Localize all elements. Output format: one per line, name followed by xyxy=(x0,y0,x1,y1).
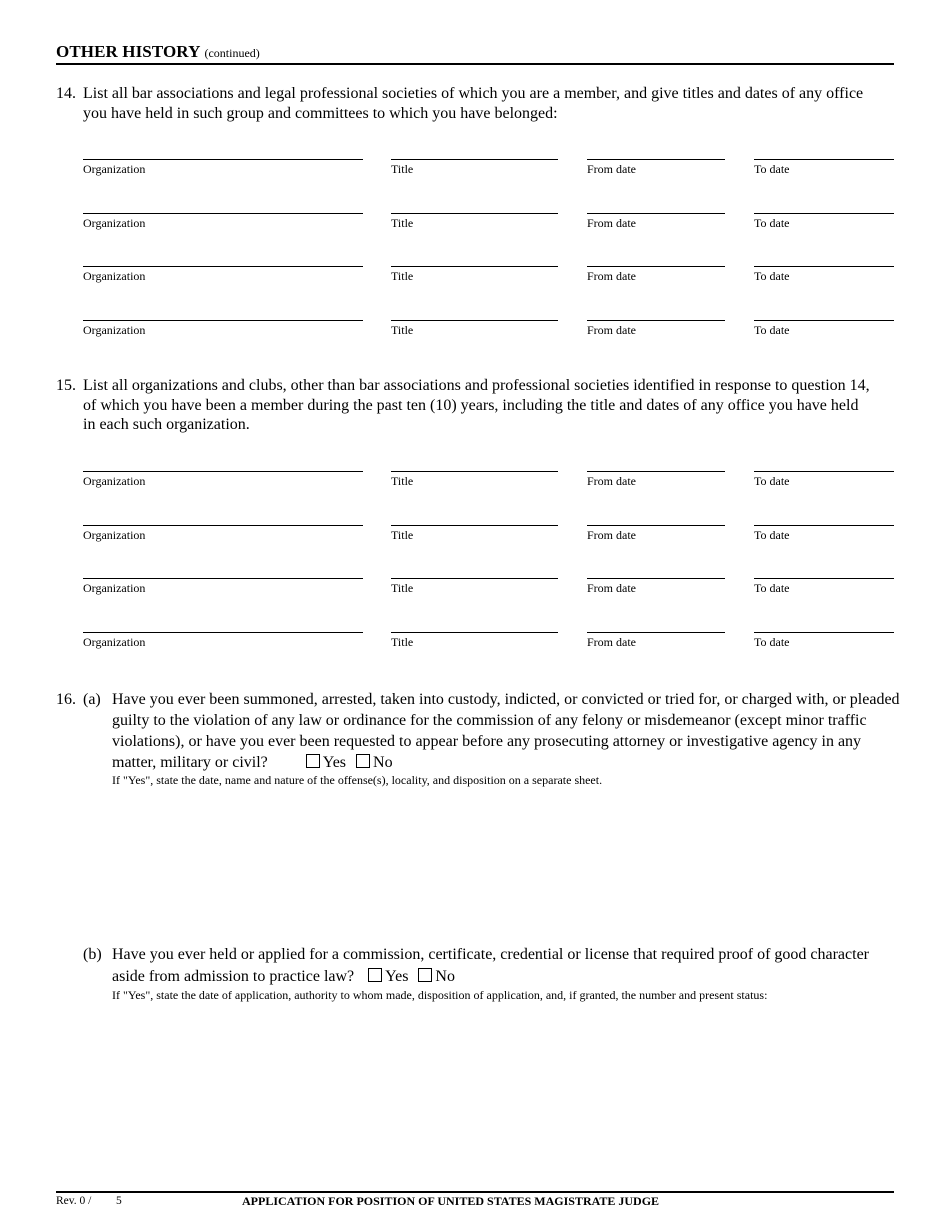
table-row xyxy=(83,213,894,267)
page-footer xyxy=(56,1191,894,1213)
title-field[interactable]: Title xyxy=(391,213,558,231)
subquestion-a-label: (a) xyxy=(83,691,101,708)
yes-label: Yes xyxy=(385,968,409,985)
title-field[interactable]: Title xyxy=(391,266,558,284)
section-title: OTHER HISTORY xyxy=(56,42,201,61)
yes-label: Yes xyxy=(322,754,347,771)
no-checkbox[interactable] xyxy=(418,968,432,982)
title-field[interactable]: Title xyxy=(391,159,558,177)
organization-field[interactable]: Organization xyxy=(83,632,363,650)
title-field[interactable]: Title xyxy=(391,525,558,543)
question-number: 14. xyxy=(56,85,76,102)
page-number: 5 xyxy=(116,1195,122,1207)
question-number: 16. xyxy=(56,691,76,708)
to-date-field[interactable]: To date xyxy=(754,320,894,338)
table-row xyxy=(83,525,894,579)
title-field[interactable]: Title xyxy=(391,320,558,338)
question-text: List all organizations and clubs, other than bar associations and professional societies identified in response to question 14, of which you have been a member during the past ten (10) years, including the title and dates of any office you have held in each such organization. xyxy=(83,377,870,433)
organization-field[interactable]: Organization xyxy=(83,525,363,543)
to-date-field[interactable]: To date xyxy=(754,525,894,543)
organization-field[interactable]: Organization xyxy=(83,578,363,596)
question-text: Have you ever held or applied for a commission, certificate, credential or license that required proof of good character aside from admission to practice law? xyxy=(112,946,870,985)
question-text: List all bar associations and legal professional societies of which you are a member, and give titles and dates of any office you have held in such group and committees to which you have belonged: xyxy=(83,85,864,122)
table-row xyxy=(83,578,894,632)
table-row xyxy=(83,266,894,320)
no-checkbox[interactable] xyxy=(356,754,370,768)
yes-option[interactable] xyxy=(306,754,346,771)
organization-field[interactable]: Organization xyxy=(83,213,363,231)
yes-checkbox[interactable] xyxy=(306,754,320,768)
from-date-field[interactable]: From date xyxy=(587,632,725,650)
form-title: APPLICATION FOR POSITION OF UNITED STATES MAGISTRATE JUDGE xyxy=(242,1194,660,1208)
from-date-field[interactable]: From date xyxy=(587,159,725,177)
from-date-field[interactable]: From date xyxy=(587,525,725,543)
table-row xyxy=(83,471,894,525)
table-row xyxy=(83,320,894,374)
no-label: No xyxy=(373,754,393,771)
section-subtitle: (continued) xyxy=(204,46,260,60)
table-row xyxy=(83,632,894,686)
instruction-note: If "Yes", state the date, name and nature of the offense(s), locality, and disposition on a separate sheet. xyxy=(112,773,603,787)
section-header xyxy=(56,42,894,65)
table-row xyxy=(83,159,894,213)
instruction-note: If "Yes", state the date of application, authority to whom made, disposition of application, and, if granted, the number and present status: xyxy=(112,988,768,1002)
from-date-field[interactable]: From date xyxy=(587,266,725,284)
organization-field[interactable]: Organization xyxy=(83,266,363,284)
to-date-field[interactable]: To date xyxy=(754,632,894,650)
title-field[interactable]: Title xyxy=(391,632,558,650)
from-date-field[interactable]: From date xyxy=(587,213,725,231)
question-14 xyxy=(56,84,894,124)
subquestion-a xyxy=(112,689,902,787)
title-field[interactable]: Title xyxy=(391,471,558,489)
from-date-field[interactable]: From date xyxy=(587,471,725,489)
title-field[interactable]: Title xyxy=(391,578,558,596)
no-option[interactable] xyxy=(418,968,455,985)
to-date-field[interactable]: To date xyxy=(754,266,894,284)
to-date-field[interactable]: To date xyxy=(754,471,894,489)
organization-field[interactable]: Organization xyxy=(83,471,363,489)
yes-option[interactable] xyxy=(368,968,408,985)
q15-table xyxy=(83,471,894,685)
to-date-field[interactable]: To date xyxy=(754,159,894,177)
to-date-field[interactable]: To date xyxy=(754,578,894,596)
question-15 xyxy=(56,376,894,436)
yes-checkbox[interactable] xyxy=(368,968,382,982)
organization-field[interactable]: Organization xyxy=(83,320,363,338)
from-date-field[interactable]: From date xyxy=(587,320,725,338)
question-text: Have you ever been summoned, arrested, taken into custody, indicted, or convicted or tried for, or charged with, or pleaded guilty to the violation of any law or ordinance for the commission of any felony or misdemeanor (except minor traffic violations), or have you ever been requested to appear before any prosecuting attorney or investigative agency in any matter, military or civil? xyxy=(112,691,900,771)
revision-label: Rev. 0 / xyxy=(56,1195,92,1207)
no-option[interactable] xyxy=(356,754,393,771)
to-date-field[interactable]: To date xyxy=(754,213,894,231)
no-label: No xyxy=(435,968,455,985)
question-number: 15. xyxy=(56,377,76,394)
organization-field[interactable]: Organization xyxy=(83,159,363,177)
subquestion-b-label: (b) xyxy=(83,946,102,963)
from-date-field[interactable]: From date xyxy=(587,578,725,596)
subquestion-b xyxy=(112,944,892,1002)
q14-table xyxy=(83,159,894,373)
